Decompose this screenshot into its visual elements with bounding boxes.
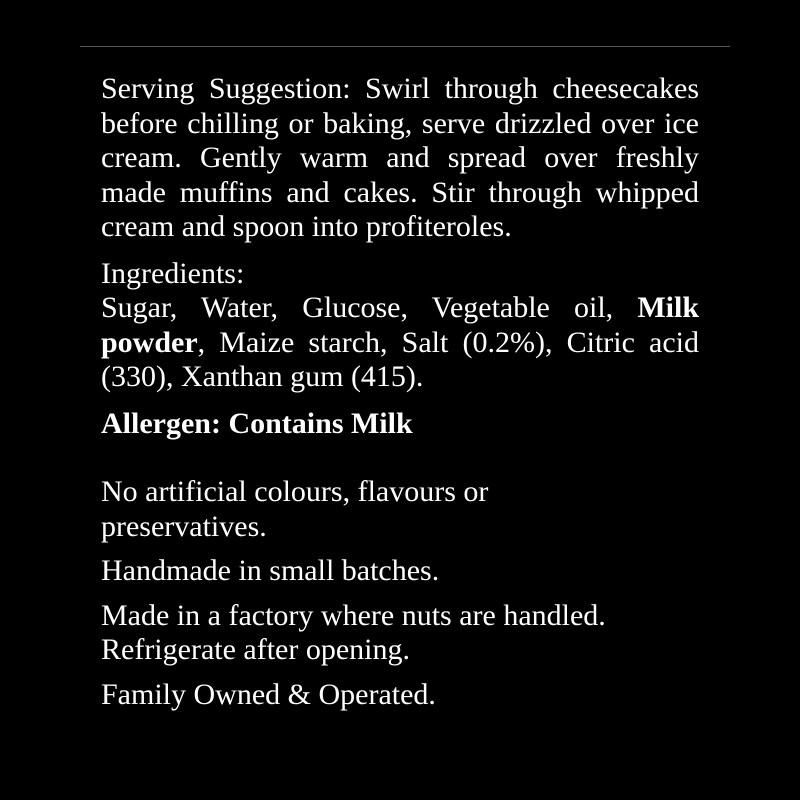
ingredients-list bbox=[101, 291, 699, 395]
ingredients-milk-powder: Milk powder bbox=[101, 291, 699, 359]
ingredients-heading: Ingredients: bbox=[101, 256, 245, 290]
claim-factory-nuts: Made in a factory where nuts are handled. Refrigerate after opening. bbox=[101, 598, 606, 666]
serving-suggestion: Serving Suggestion: Swirl through cheesecakes before chilling or baking, serve drizzled over ice cream. Gently warm and spread over freshly made muffins and cakes. Stir through whipped cream and spoon into profiteroles. bbox=[101, 72, 699, 243]
claim-handmade: Handmade in small batches. bbox=[101, 554, 440, 587]
claim-family-owned: Family Owned & Operated. bbox=[101, 677, 436, 711]
claim-no-artificial: No artificial colours, flavours or preservatives. bbox=[101, 475, 489, 543]
ingredients-part-1: Sugar, Water, Glucose, Vegetable oil, bbox=[101, 291, 638, 324]
allergen-statement: Allergen: Contains Milk bbox=[101, 406, 413, 440]
ingredients-part-2: , Maize starch, Salt (0.2%), Citric acid (330), Xanthan gum (415). bbox=[101, 325, 699, 393]
label-text bbox=[101, 72, 699, 712]
top-divider bbox=[80, 46, 730, 47]
